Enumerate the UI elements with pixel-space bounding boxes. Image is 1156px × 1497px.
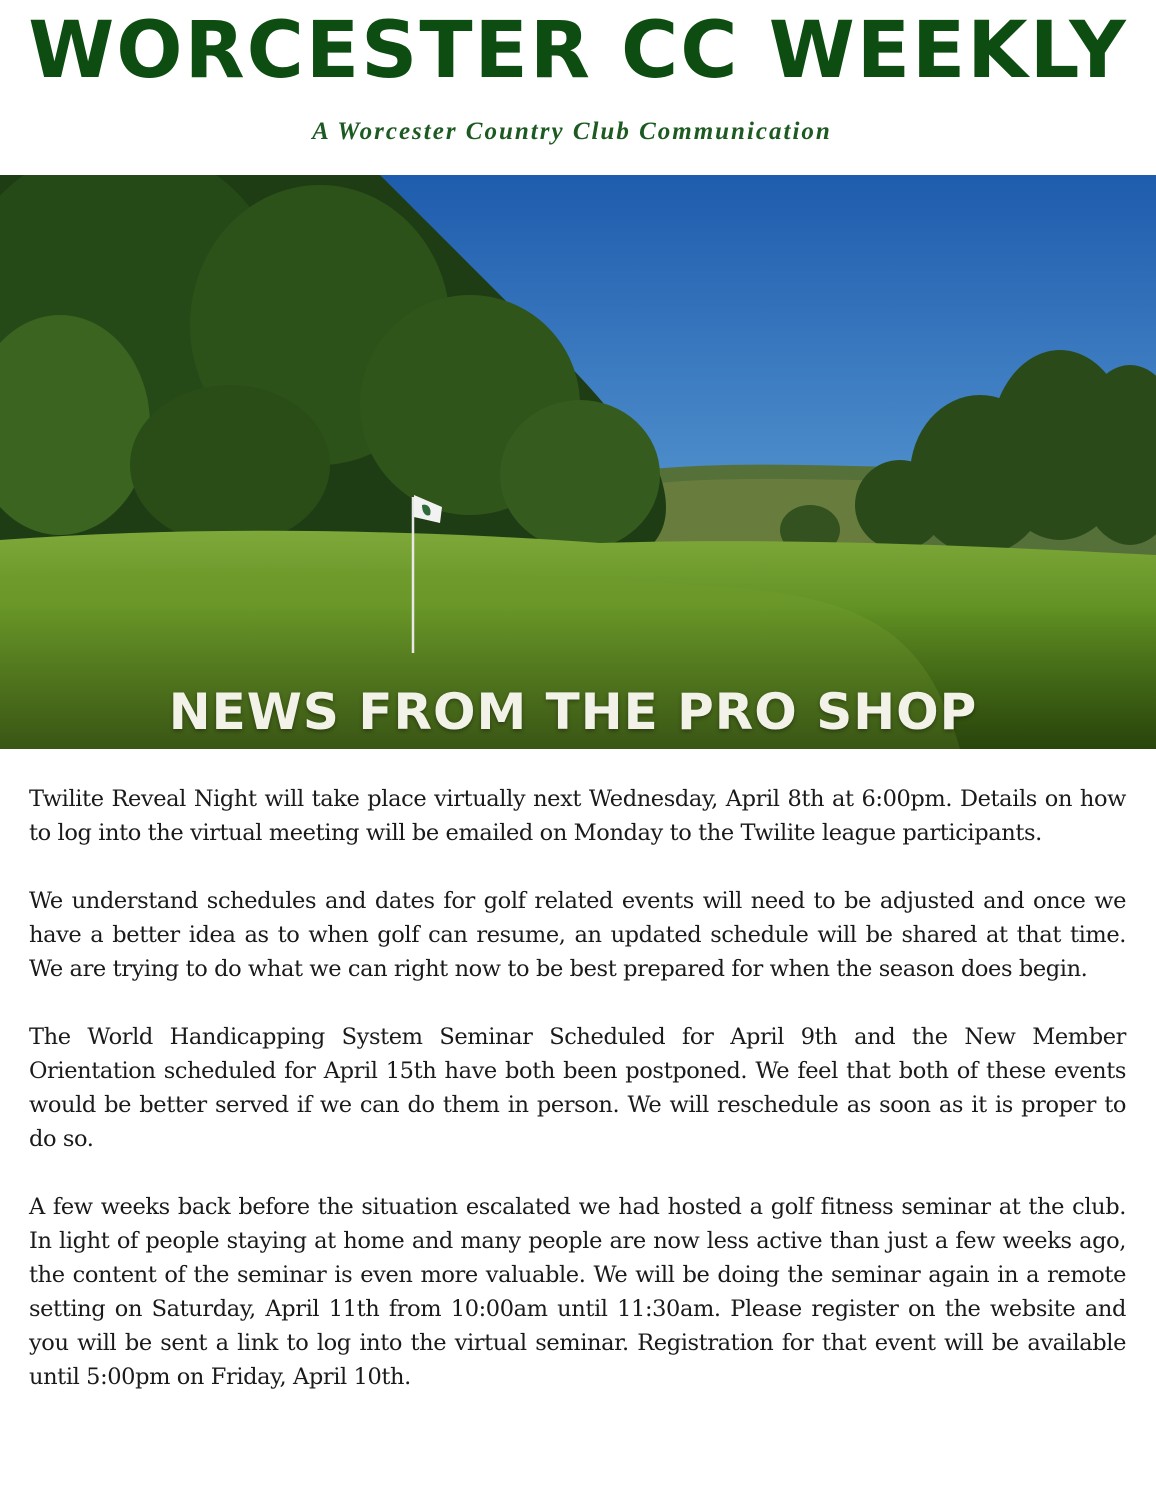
newsletter-subtitle: A Worcester Country Club Communication (312, 118, 832, 145)
hero-golf-course-photo (0, 175, 1156, 749)
paragraph-fitness-seminar: A few weeks back before the situation escalated we had hosted a golf fitness seminar at the club. In light of people staying at home and many people are now less active than just a few weeks ago, the content of the seminar is even more valuable. We will be doing the seminar again in a remote setting on Saturday, April 11th from 10:00am until 11:30am. Please register on the website and you will be sent a link to log into the virtual seminar. Registration for that event will be available until 5:00pm on Friday, April 10th. (29, 1194, 1126, 1390)
hero-caption: NEWS FROM THE PRO SHOP (168, 683, 978, 741)
masthead (0, 0, 1156, 100)
article-body (29, 782, 1126, 1428)
paragraph-postponed-events: The World Handicapping System Seminar Scheduled for April 9th and the New Member Orientation scheduled for April 15th have both been postponed. We feel that both of these events would be better served if we can do them in person. We will reschedule as soon as it is proper to do so. (29, 1024, 1126, 1152)
newsletter-title: WORCESTER CC WEEKLY (28, 6, 1128, 96)
paragraph-twilite-reveal: Twilite Reveal Night will take place virtually next Wednesday, April 8th at 6:00pm. Details on how to log into the virtual meeting will be emailed on Monday to the Twilite league participants. (29, 786, 1126, 846)
golf-course-illustration (0, 175, 1156, 749)
paragraph-schedules: We understand schedules and dates for golf related events will need to be adjusted and once we have a better idea as to when golf can resume, an updated schedule will be shared at that time. We are trying to do what we can right now to be best prepared for when the season does begin. (29, 888, 1126, 982)
